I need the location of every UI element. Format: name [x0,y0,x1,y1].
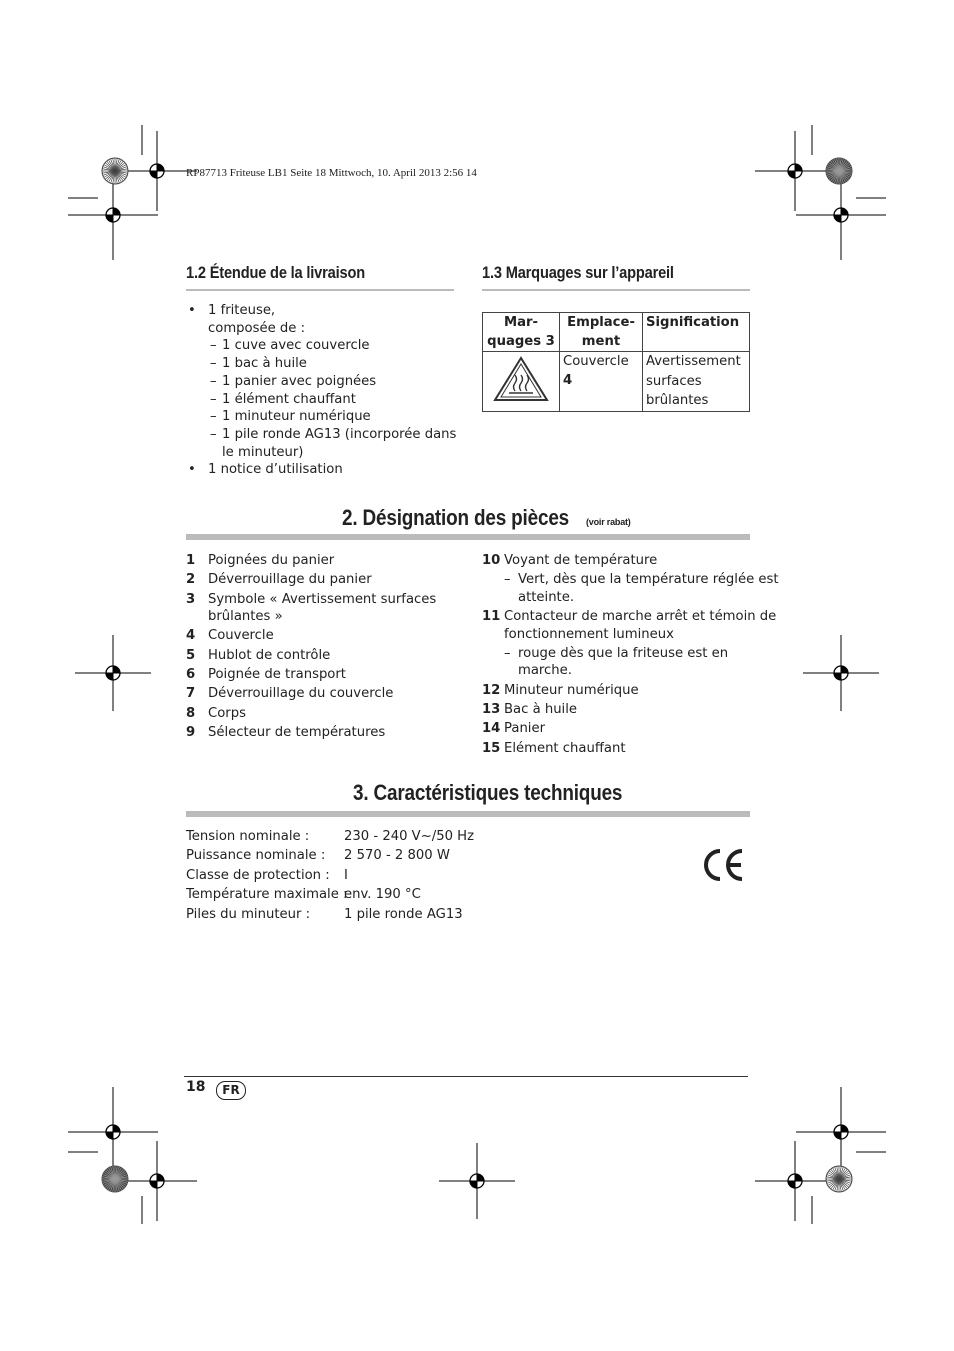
part-dash: – [504,572,511,588]
part-number: 10 [482,553,501,568]
list-bullet: – [210,356,217,372]
part-number: 4 [186,628,196,644]
section-1-3-title: 1.3 Marquages sur l’appareil [482,263,674,282]
spec-label: Puissance nominale : [186,848,326,864]
spec-value: env. 190 °C [344,887,421,903]
spec-value: I [344,867,348,883]
registration-quadrant [788,1181,795,1188]
section-2-rule [186,534,750,540]
ce-mark-icon [700,847,746,883]
list-item-text: 1 bac à huile [222,356,307,372]
list-item-text: 1 panier avec poignées [222,373,377,389]
spec-value: 230 - 240 V~/50 Hz [344,829,475,844]
registration-quadrant [113,208,120,215]
list-bullet: – [210,409,217,425]
list-bullet: – [210,426,217,442]
section-1-3-rule [482,289,750,291]
list-item-text: le minuteur) [222,444,304,460]
registration-quadrant [106,1132,113,1139]
marking-meaning-cell [643,352,750,412]
registration-quadrant [834,1132,841,1139]
marking-location-number: 4 [563,373,573,388]
part-text-line: Poignée de transport [208,667,346,682]
spec-value: 1 pile ronde AG13 [344,906,463,922]
part-text-line: Déverrouillage du panier [208,572,372,588]
list-bullet: – [210,373,217,389]
registration-quadrant [795,1174,802,1181]
marking-location-cell [560,352,643,412]
part-dash: – [504,645,511,661]
part-text-line: brûlantes » [208,609,283,625]
spec-label: Tension nominale : [186,829,310,844]
registration-quadrant [106,215,113,222]
part-text-line: Sélecteur de températures [208,724,386,740]
part-text-line: Bac à huile [504,702,578,717]
header-meaning [643,313,750,352]
part-text-line: Symbole « Avertissement surfaces [208,591,437,607]
part-number: 12 [482,682,501,698]
list-item-text: 1 friteuse, [208,303,276,318]
part-text-line: Déverrouillage du couvercle [208,686,394,702]
part-number: 11 [482,609,501,625]
header-meaning-line1: Signification [646,315,740,330]
list-bullet: – [210,391,217,407]
part-number: 9 [186,724,196,740]
marking-symbol-cell [483,352,560,412]
part-number: 3 [186,591,196,607]
list-item-text: 1 notice d’utilisation [208,462,343,478]
part-text-line: rouge dès que la friteuse est en [518,645,729,661]
registration-quadrant [113,1125,120,1132]
part-text-line: Contacteur de marche arrêt et témoin de [504,609,777,625]
header-markings-line1: Mar- [504,315,538,330]
header-markings [483,313,560,352]
list-item-text: 1 élément chauffant [222,391,356,407]
part-text-line: marche. [518,663,572,679]
part-number: 5 [186,647,196,663]
print-header: RP87713 Friteuse LB1 Seite 18 Mittwoch, 10. April 2013 2:56 14 [186,167,477,179]
part-text-line: Elément chauffant [504,740,626,756]
markings-table [482,312,750,412]
registration-quadrant [113,666,120,673]
registration-quadrant [150,171,157,178]
list-item-text: 1 minuteur numérique [222,409,371,425]
part-text-line: fonctionnement lumineux [504,626,674,642]
part-text-line: Panier [504,721,545,737]
list-item-text: 1 cuve avec couvercle [222,338,370,354]
part-number: 8 [186,705,196,721]
registration-quadrant [470,1181,477,1188]
spec-label: Température maximale : [186,887,348,903]
spec-label: Classe de protection : [186,867,330,883]
registration-quadrant [477,1174,484,1181]
part-text-line: Hublot de contrôle [208,647,331,663]
list-item-text: composée de : [208,320,306,336]
part-number: 2 [186,572,196,588]
markings-table-row [483,352,750,412]
section-3-title: 3. Caractéristiques techniques [353,780,623,805]
part-text-line: Vert, dès que la température réglée est [518,572,779,588]
registration-quadrant [841,208,848,215]
footer-rule [184,1076,748,1077]
list-item-text: 1 pile ronde AG13 (incorporée dans [222,426,457,442]
part-text-line: Voyant de température [504,553,658,568]
registration-quadrant [150,1181,157,1188]
page-number: 18 [186,1079,206,1095]
section-1-2-title: 1.2 Étendue de la livraison [186,263,365,282]
marking-meaning-line3: brûlantes [646,393,709,408]
section-1-2-rule [186,289,454,291]
marking-location: Couvercle [563,354,629,369]
language-badge: FR [216,1081,246,1100]
registration-quadrant [106,673,113,680]
part-text-line: Couvercle [208,628,274,644]
part-number: 14 [482,721,501,737]
section-2-heading [342,505,631,531]
list-bullet: – [210,338,217,354]
section-2-title: 2. Désignation des pièces [342,505,570,530]
spec-label: Piles du minuteur : [186,906,311,922]
marking-meaning-line1: Avertissement [646,354,741,369]
header-location [560,313,643,352]
header-markings-line2: quages 3 [487,334,555,349]
part-text-line: Corps [208,705,246,721]
registration-quadrant [841,1125,848,1132]
list-bullet: • [188,462,196,478]
marking-meaning-line2: surfaces [646,373,702,389]
part-text-line: atteinte. [518,589,575,605]
registration-quadrant [834,215,841,222]
header-location-line1: Emplace- [567,315,635,330]
part-number: 15 [482,740,501,756]
markings-table-header-row [483,313,750,352]
section-2-title-note: (voir rabat) [586,517,631,527]
registration-quadrant [795,164,802,171]
hot-surface-warning-icon [493,355,549,403]
header-location-line2: ment [581,334,621,349]
part-number: 6 [186,667,196,682]
part-number: 7 [186,686,196,702]
part-number: 1 [186,553,196,568]
registration-quadrant [834,673,841,680]
registration-quadrant [157,1174,164,1181]
list-bullet: • [188,303,196,318]
section-3-rule [186,811,750,817]
part-number: 13 [482,702,501,717]
registration-quadrant [788,171,795,178]
part-text-line: Minuteur numérique [504,682,639,698]
registration-quadrant [841,666,848,673]
spec-value: 2 570 - 2 800 W [344,848,450,864]
part-text-line: Poignées du panier [208,553,335,568]
registration-quadrant [157,164,164,171]
